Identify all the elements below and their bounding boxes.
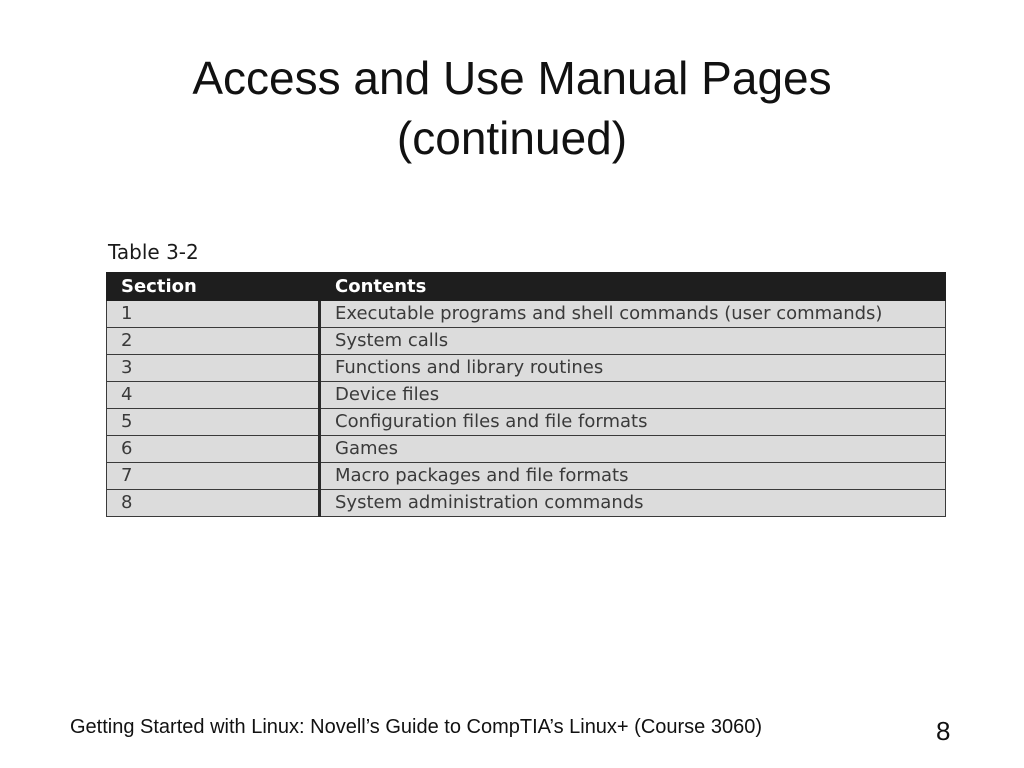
section-cell: 8 [107, 490, 320, 517]
column-header-contents: Contents [320, 273, 946, 301]
table-row [107, 355, 946, 382]
table-row [107, 436, 946, 463]
contents-cell: System calls [320, 328, 946, 355]
contents-cell: Macro packages and file formats [320, 463, 946, 490]
contents-cell: Device files [320, 382, 946, 409]
section-cell: 6 [107, 436, 320, 463]
contents-cell: Functions and library routines [320, 355, 946, 382]
contents-cell: Games [320, 436, 946, 463]
contents-cell: System administration commands [320, 490, 946, 517]
section-cell: 2 [107, 328, 320, 355]
column-header-section: Section [107, 273, 320, 301]
man-sections-table [106, 272, 946, 517]
section-cell: 5 [107, 409, 320, 436]
table-figure [106, 238, 946, 517]
footer-course-title: Getting Started with Linux: Novell’s Guide to CompTIA’s Linux+ (Course 3060) [70, 716, 763, 738]
slide-title [0, 48, 1024, 168]
table-row [107, 328, 946, 355]
table-row [107, 463, 946, 490]
section-cell: 7 [107, 463, 320, 490]
section-cell: 1 [107, 301, 320, 328]
table-row [107, 409, 946, 436]
slide-title-line-2: (continued) [396, 112, 628, 164]
contents-cell: Configuration files and file formats [320, 409, 946, 436]
slide-title-line-1: Access and Use Manual Pages [192, 52, 832, 104]
page-number: 8 [936, 716, 951, 746]
section-cell: 3 [107, 355, 320, 382]
section-cell: 4 [107, 382, 320, 409]
table-row [107, 490, 946, 517]
table-row [107, 382, 946, 409]
table-caption: Table 3-2 [108, 240, 199, 264]
contents-cell: Executable programs and shell commands (user commands) [320, 301, 946, 328]
table-row [107, 301, 946, 328]
table-header-row [107, 273, 946, 301]
